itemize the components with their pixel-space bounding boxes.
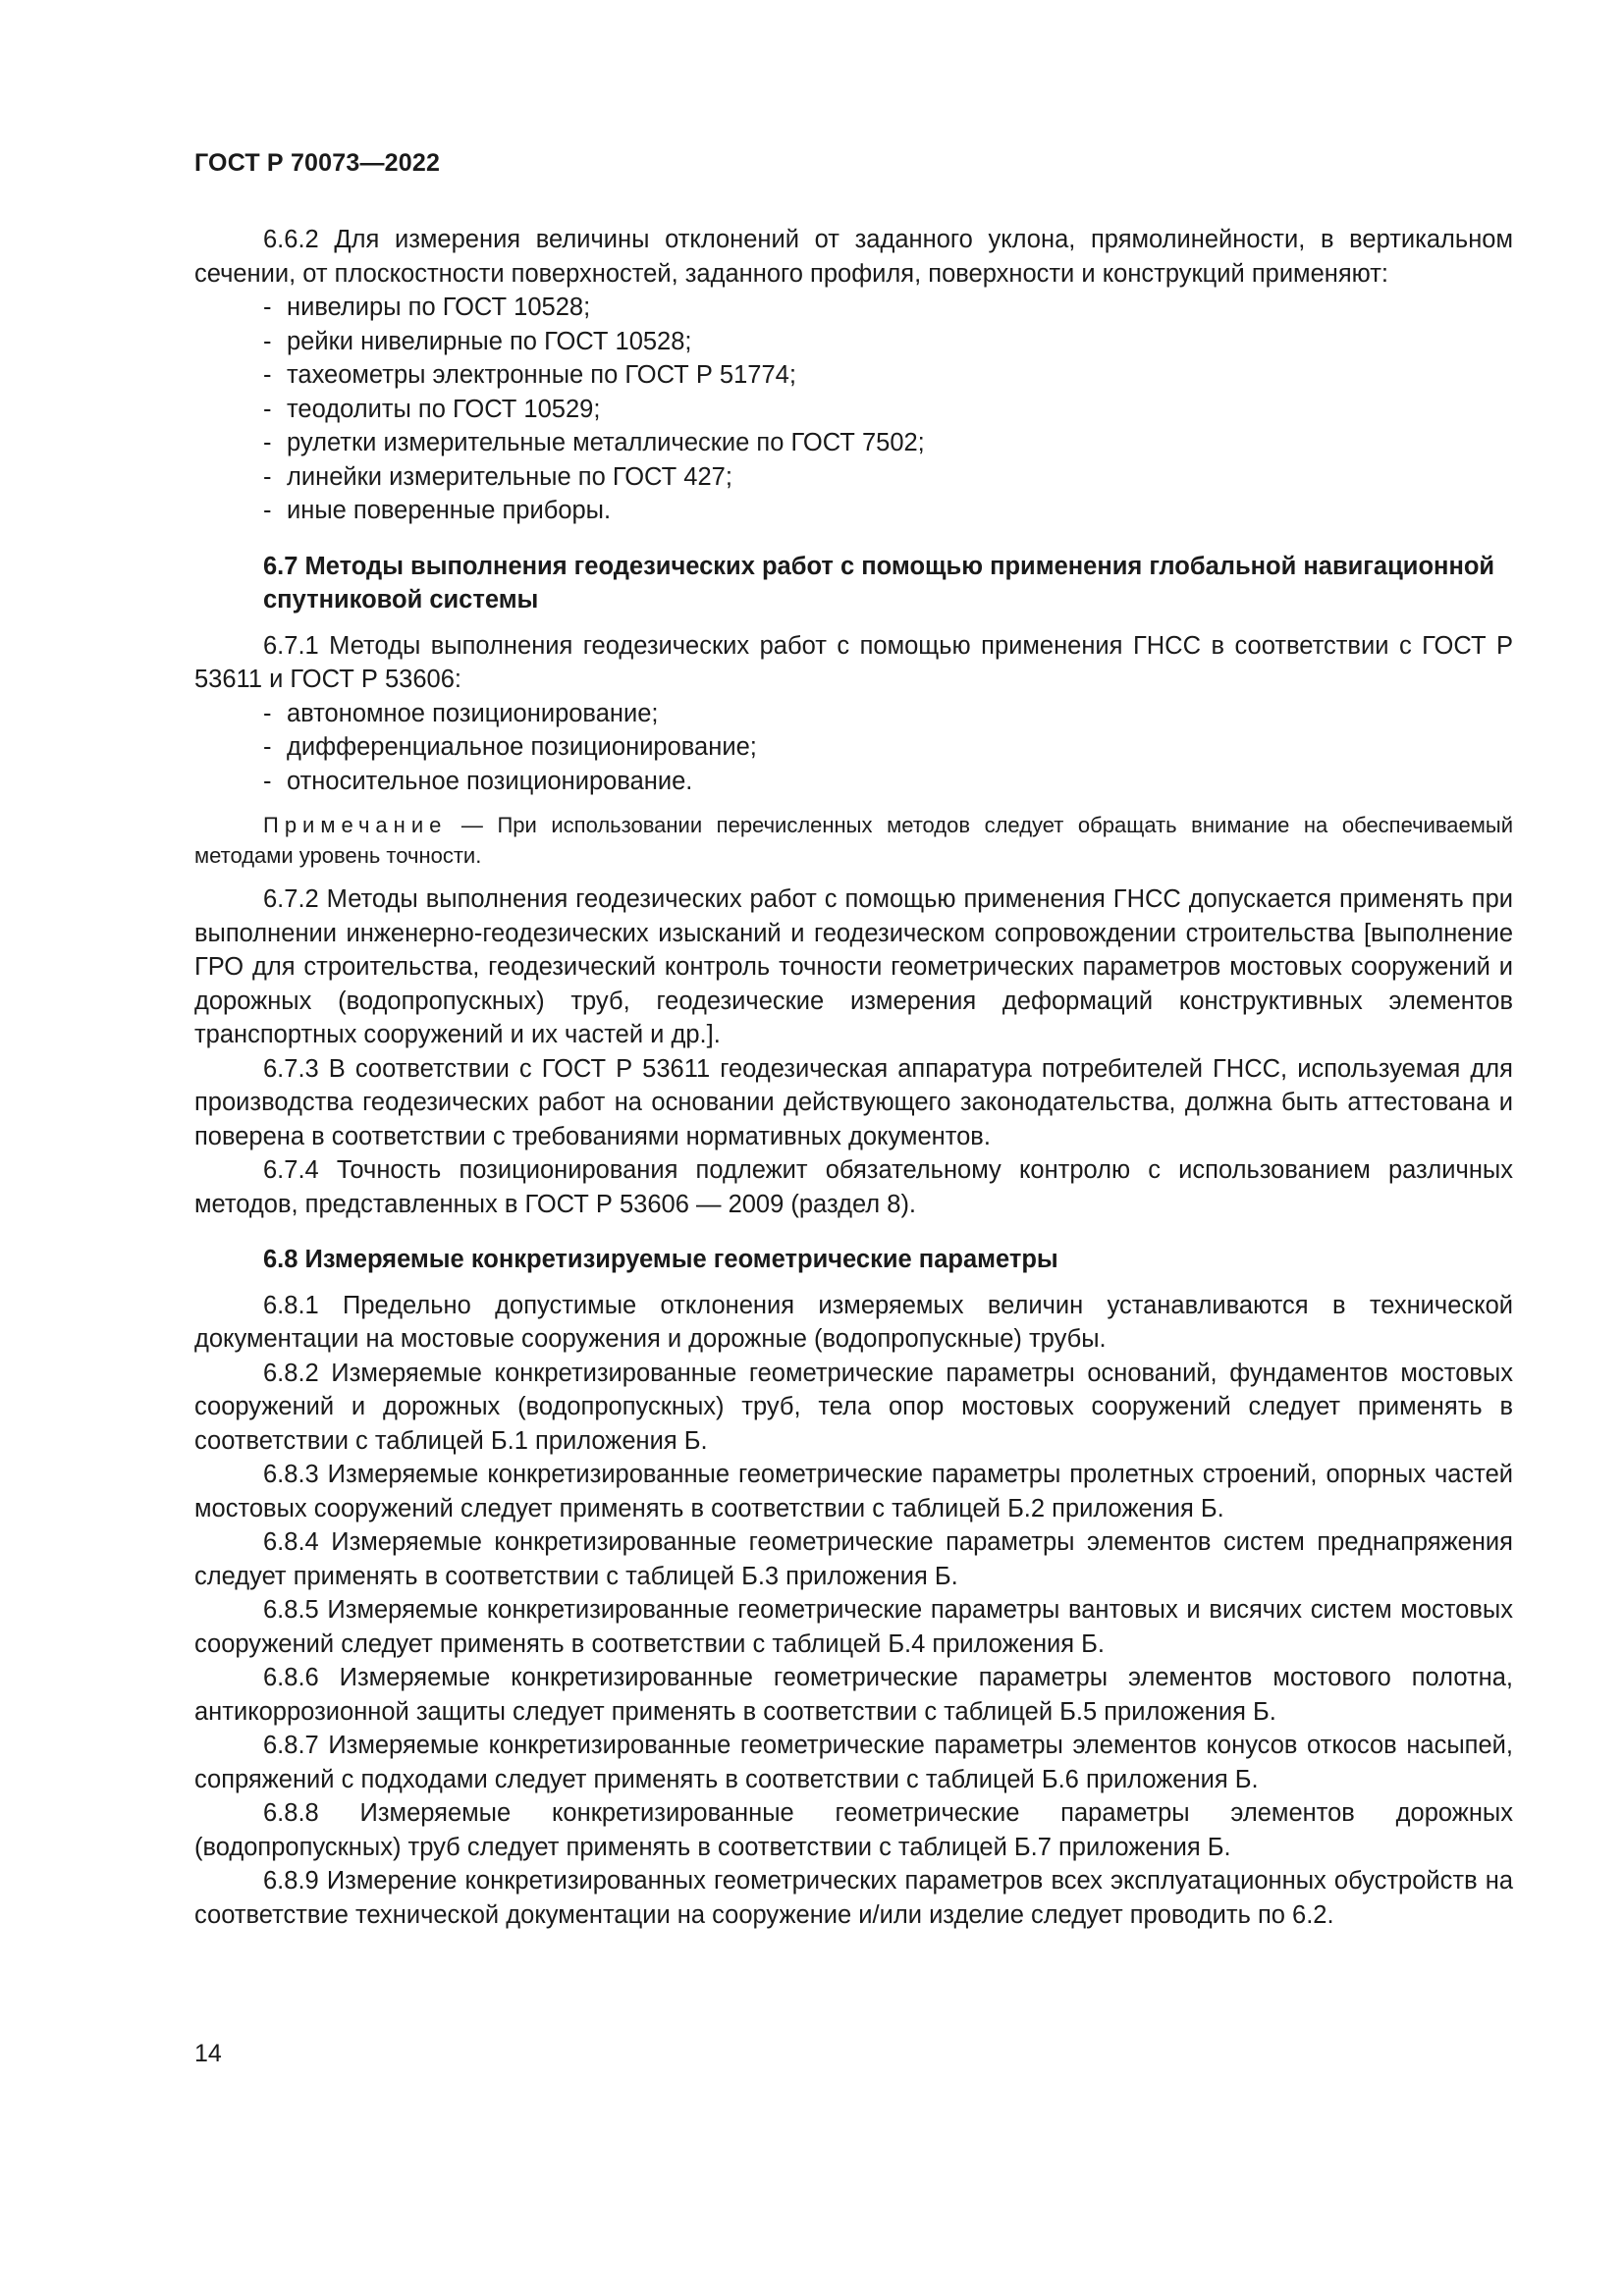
list-item: - тахеометры электронные по ГОСТ Р 51774; (263, 361, 796, 389)
list-item: - иные поверенные приборы. (263, 497, 612, 524)
list-item: - дифференциальное позиционирование; (263, 733, 757, 761)
paragraph-6-8-3: 6.8.3 Измеряемые конкретизированные геометрические параметры пролетных строений, опорных частей мостовых сооружений следует применять в соответствии с таблицей Б.2 приложения Б. (194, 1461, 1513, 1522)
list-item: - относительное позиционирование. (263, 767, 693, 795)
paragraph-6-7-3: 6.7.3 В соответствии с ГОСТ Р 53611 геодезическая аппаратура потребителей ГНСС, используемая для производства геодезических работ на основании действующего законодательства, должна быть аттестована и поверена в соответствии с требованиями нормативных документов. (194, 1054, 1513, 1150)
list-item: - теодолиты по ГОСТ 10529; (263, 395, 601, 423)
note-label: Примечание (263, 813, 448, 837)
paragraph-6-8-9: 6.8.9 Измерение конкретизированных геометрических параметров всех эксплуатационных обустройств на соответствие технической документации на сооружение и/или изделие следует проводить по 6.2. (194, 1867, 1513, 1929)
note-text: — При использовании перечисленных методов следует обращать внимание на обеспечиваемый методами уровень точности. (194, 813, 1513, 868)
section-heading-6-7: 6.7 Методы выполнения геодезических работ с помощью применения глобальной навигационной спутниковой системы (263, 552, 1495, 614)
paragraph-6-8-1: 6.8.1 Предельно допустимые отклонения измеряемых величин устанавливаются в технической документации на мостовые сооружения и дорожные (водопропускные) трубы. (194, 1291, 1513, 1353)
paragraph-6-7-4: 6.7.4 Точность позиционирования подлежит обязательному контролю с использованием различных методов, представленных в ГОСТ Р 53606 — 2009 (раздел 8). (194, 1156, 1513, 1218)
list-item: - линейки измерительные по ГОСТ 427; (263, 462, 732, 491)
paragraph-6-7-2: 6.7.2 Методы выполнения геодезических работ с помощью применения ГНСС допускается применять при выполнении инженерно-геодезических изысканий и геодезическом сопровождении строительства [выполнение ГРО для строительства, геодезический контроль точности геометрических параметров мостовых сооружений и дорожных (водопропускных) труб, геодезические измерения деформаций конструктивных элементов транспортных сооружений и их частей и др.]. (194, 885, 1513, 1048)
document-header: ГОСТ Р 70073—2022 (194, 149, 441, 177)
page-number: 14 (194, 2040, 222, 2067)
list-item: - нивелиры по ГОСТ 10528; (263, 294, 591, 321)
note (194, 810, 1513, 871)
list-item: - рейки нивелирные по ГОСТ 10528; (263, 327, 692, 355)
methods-list (194, 697, 1513, 799)
paragraph-6-7-1: 6.7.1 Методы выполнения геодезических работ с помощью применения ГНСС в соответствии с ГОСТ Р 53611 и ГОСТ Р 53606: (194, 631, 1513, 693)
paragraph-6-8-6: 6.8.6 Измеряемые конкретизированные геометрические параметры элементов мостового полотна, антикоррозионной защиты следует применять в соответствии с таблицей Б.5 приложения Б. (194, 1664, 1513, 1726)
list-item: - рулетки измерительные металлические по ГОСТ 7502; (263, 429, 925, 456)
instruments-list (194, 291, 1513, 528)
section-heading-6-8: 6.8 Измеряемые конкретизируемые геометрические параметры (263, 1246, 1058, 1273)
paragraph-6-8-8: 6.8.8 Измеряемые конкретизированные геометрические параметры элементов дорожных (водопропускных) труб следует применять в соответствии с таблицей Б.7 приложения Б. (194, 1799, 1513, 1861)
paragraph-6-8-2: 6.8.2 Измеряемые конкретизированные геометрические параметры оснований, фундаментов мостовых сооружений и дорожных (водопропускных) труб, тела опор мостовых сооружений следует применять в соответствии с таблицей Б.1 приложения Б. (194, 1359, 1513, 1455)
paragraph-6-8-7: 6.8.7 Измеряемые конкретизированные геометрические параметры элементов конусов откосов насыпей, сопряжений с подходами следует применять в соответствии с таблицей Б.6 приложения Б. (194, 1732, 1513, 1793)
list-item: - автономное позиционирование; (263, 699, 659, 727)
paragraph-6-8-5: 6.8.5 Измеряемые конкретизированные геометрические параметры вантовых и висячих систем мостовых сооружений следует применять в соответствии с таблицей Б.4 приложения Б. (194, 1596, 1513, 1658)
paragraph-6-6-2: 6.6.2 Для измерения величины отклонений от заданного уклона, прямолинейности, в вертикальном сечении, от плоскостности поверхностей, заданного профиля, поверхности и конструкций применяют: (194, 226, 1513, 288)
paragraph-6-8-4: 6.8.4 Измеряемые конкретизированные геометрические параметры элементов систем преднапряжения следует применять в соответствии с таблицей Б.3 приложения Б. (194, 1528, 1513, 1590)
document-body (194, 223, 1513, 1932)
